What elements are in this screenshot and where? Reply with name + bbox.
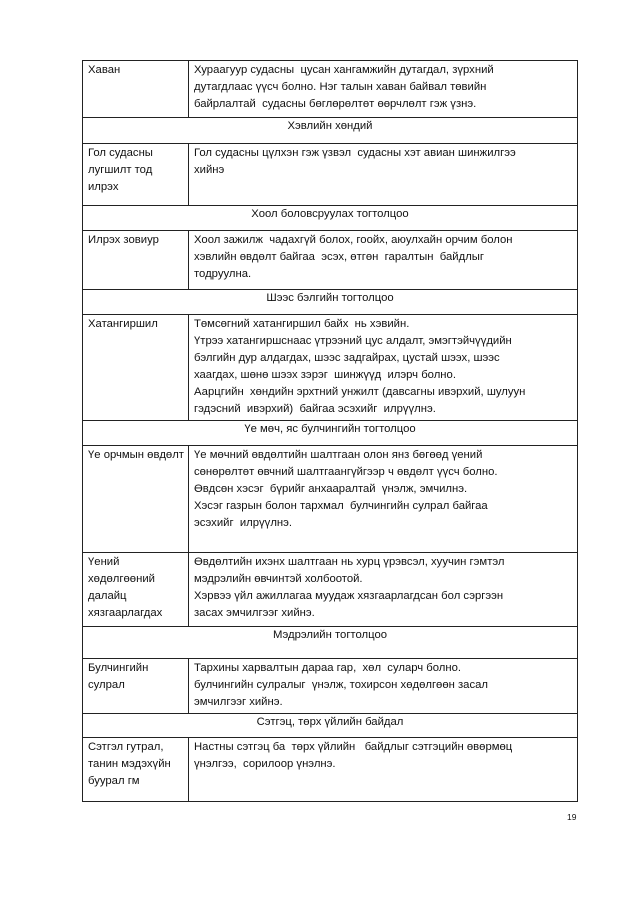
assessment-table — [82, 60, 578, 802]
row-description — [189, 61, 578, 118]
table-row — [83, 446, 578, 553]
row-description — [189, 144, 578, 206]
row-label: Сэтгэл гутрал, танин мэдэхүйн буурал гм — [83, 738, 189, 802]
description-line: хийнэ — [194, 164, 225, 176]
description-line: тодруулна. — [194, 268, 252, 280]
section-title: Шээс бэлгийн тогтолцоо — [83, 290, 578, 315]
table-row — [83, 231, 578, 290]
section-title: Сэтгэц, төрх үйлийн байдал — [83, 714, 578, 738]
description-line: хэвлийн өвдөлт байгаа эсэх, өтгөн гаралтын байдлыг — [194, 251, 485, 263]
section-header-row — [83, 206, 578, 231]
row-label: Үений хөдөлгөөний далайц хязгаарлагдах — [83, 553, 189, 627]
section-header-row — [83, 421, 578, 446]
description-line: Өвдсөн хэсэг бүрийг анхааралтай үнэлж, эмчилнэ. — [194, 483, 468, 495]
description-line: сөнөрөлтөт өвчний шалтгаангүйгээр ч өвдөлт үүсч болно. — [194, 466, 498, 478]
section-header-row — [83, 118, 578, 144]
description-line: байрлалтай судасны бөглөрөлтөт өөрчлөлт гэж үзнэ. — [194, 98, 477, 110]
description-line: Үе мөчний өвдөлтийн шалтгаан олон янз бөгөөд үений — [194, 449, 483, 461]
section-title: Үе мөч, яс булчингийн тогтолцоо — [83, 421, 578, 446]
row-description — [189, 446, 578, 553]
row-description — [189, 738, 578, 802]
row-description — [189, 315, 578, 421]
section-header-row — [83, 627, 578, 659]
table-row — [83, 738, 578, 802]
section-title: Хоол боловсруулах тогтолцоо — [83, 206, 578, 231]
table-body — [83, 61, 578, 802]
description-line: бэлгийн дур алдагдах, шээс задгайрах, цустай шээх, шээс — [194, 352, 500, 364]
table-row — [83, 144, 578, 206]
description-line: эсэхийг илрүүлнэ. — [194, 517, 293, 529]
description-line: Хэрвээ үйл ажиллагаа муудаж хязгаарлагдсан бол сэргээн — [194, 590, 504, 602]
row-label: Гол судасны лугшилт тод илрэх — [83, 144, 189, 206]
table-row — [83, 61, 578, 118]
description-line: Өвдөлтийн ихэнх шалтгаан нь хурц үрэвсэл, хуучин гэмтэл — [194, 556, 505, 568]
description-line: гэдэсний ивэрхий) байгаа эсэхийг илрүүлнэ. — [194, 403, 436, 415]
description-line: Настны сэтгэц ба төрх үйлийн байдлыг сэтгэцийн өвөрмөц — [194, 741, 513, 753]
section-header-row — [83, 714, 578, 738]
table-row — [83, 659, 578, 714]
section-title: Хэвлийн хөндий — [83, 118, 578, 144]
row-description — [189, 231, 578, 290]
row-description — [189, 553, 578, 627]
description-line: үнэлгээ, сорилоор үнэлнэ. — [194, 758, 336, 770]
description-line: Хоол зажилж чадахгүй болох, гоойх, аюулхайн орчим болон — [194, 234, 513, 246]
description-line: Хэсэг газрын болон тархмал булчингийн сулрал байгаа — [194, 500, 488, 512]
table-row — [83, 553, 578, 627]
description-line: хаагдах, шөнө шээх зэрэг шинжүүд илэрч болно. — [194, 369, 456, 381]
description-line: дутагдлаас үүсч болно. Нэг талын хаван байвал төвийн — [194, 81, 487, 93]
description-line: Хураагуур судасны цусан хангамжийн дутагдал, зүрхний — [194, 64, 494, 76]
page-number: 19 — [567, 812, 577, 822]
section-header-row — [83, 290, 578, 315]
description-line: Гол судасны цүлхэн гэж үзвэл судасны хэт авиан шинжилгээ — [194, 147, 516, 159]
description-line: мэдрэлийн өвчинтэй холбоотой. — [194, 573, 363, 585]
row-description — [189, 659, 578, 714]
row-label: Илрэх зовиур — [83, 231, 189, 290]
section-title: Мэдрэлийн тогтолцоо — [83, 627, 578, 659]
description-line: Тархины харвалтын дараа гар, хөл суларч болно. — [194, 662, 462, 674]
row-label: Хатангиршил — [83, 315, 189, 421]
description-line: Үтрээ хатангиршснаас үтрээний цус алдалт, эмэгтэйчүүдийн — [194, 335, 512, 347]
description-line: Төмсөгний хатангиршил байх нь хэвийн. — [194, 318, 410, 330]
description-line: Аарцгийн хөндийн эрхтний унжилт (давсагны ивэрхий, шулуун — [194, 386, 526, 398]
table-row — [83, 315, 578, 421]
row-label: Үе орчмын өвдөлт — [83, 446, 189, 553]
description-line: булчингийн сулралыг үнэлж, тохирсон хөдөлгөөн засал — [194, 679, 488, 691]
description-line: засах эмчилгээг хийнэ. — [194, 607, 315, 619]
row-label: Хаван — [83, 61, 189, 118]
row-label: Булчингийн сулрал — [83, 659, 189, 714]
description-line: эмчилгээг хийнэ. — [194, 696, 283, 708]
